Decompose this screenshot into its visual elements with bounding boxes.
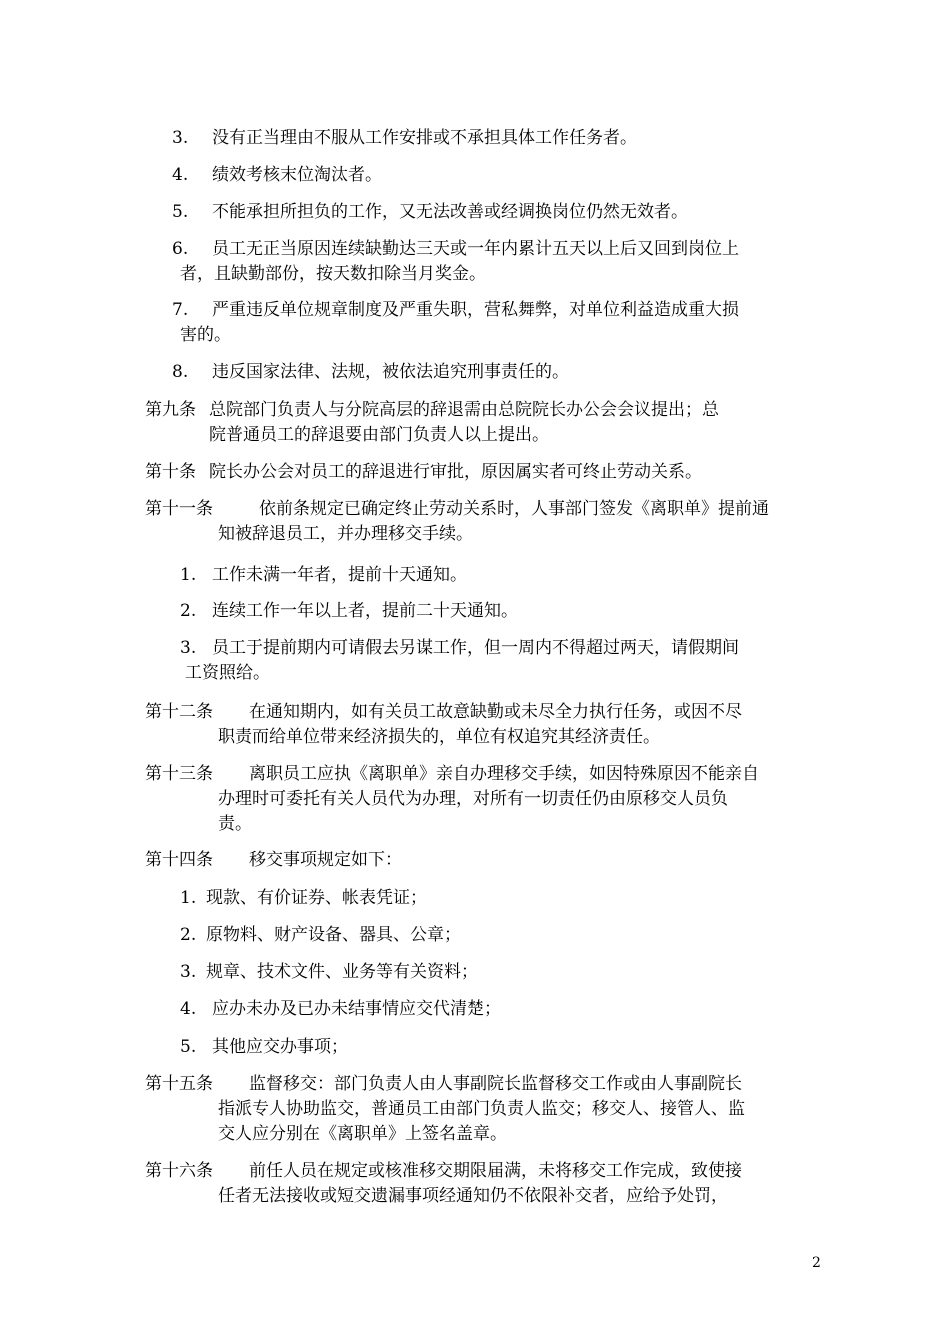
list-text-continuation: 工资照给。 [185, 663, 270, 683]
list-item [172, 299, 739, 321]
article-label: 第十四条 [145, 850, 213, 870]
list-number: 1. [180, 888, 197, 908]
article-16 [145, 1160, 742, 1182]
article-text-continuation: 院普通员工的辞退要由部门负责人以上提出。 [209, 425, 549, 445]
list-number: 2. [180, 925, 197, 945]
list-item [180, 887, 427, 909]
list-number: 5. [172, 202, 189, 222]
article-text: 离职员工应执《离职单》亲自办理移交手续，如因特殊原因不能亲自 [249, 764, 759, 784]
list-number: 3. [180, 638, 197, 658]
article-text: 在通知期内，如有关员工故意缺勤或未尽全力执行任务，或因不尽 [249, 702, 742, 722]
list-item [180, 924, 461, 946]
article-text-continuation: 责。 [218, 814, 252, 834]
list-number: 7. [172, 300, 189, 320]
article-text: 移交事项规定如下： [249, 850, 402, 870]
article-text: 院长办公会对员工的辞退进行审批，原因属实者可终止劳动关系。 [209, 462, 702, 482]
article-text: 前任人员在规定或核准移交期限届满，未将移交工作完成，致使接 [249, 1161, 742, 1181]
list-text: 原物料、财产设备、器具、公章； [206, 925, 461, 945]
list-number: 8. [172, 362, 189, 382]
article-9 [145, 399, 719, 421]
article-label: 第十二条 [145, 702, 213, 722]
article-text-continuation: 任者无法接收或短交遗漏事项经通知仍不依限补交者，应给予处罚， [218, 1186, 728, 1206]
list-number: 4. [172, 165, 189, 185]
list-item [172, 201, 688, 223]
article-14 [145, 849, 402, 871]
list-number: 6. [172, 239, 189, 259]
list-text: 工作未满一年者，提前十天通知。 [212, 565, 467, 585]
list-item [180, 564, 467, 586]
list-item [180, 637, 739, 659]
article-15 [145, 1073, 742, 1095]
list-text: 规章、技术文件、业务等有关资料； [206, 962, 478, 982]
list-number: 1. [180, 565, 197, 585]
article-text-continuation: 职责而给单位带来经济损失的，单位有权追究其经济责任。 [218, 727, 660, 747]
list-text: 员工于提前期内可请假去另谋工作，但一周内不得超过两天，请假期间 [212, 638, 739, 658]
list-text: 应办未办及已办未结事情应交代清楚； [212, 999, 501, 1019]
list-text: 现款、有价证券、帐表凭证； [206, 888, 427, 908]
list-number: 3. [180, 962, 197, 982]
article-text-continuation: 交人应分别在《离职单》上签名盖章。 [218, 1124, 507, 1144]
article-12 [145, 701, 742, 723]
list-text: 没有正当理由不服从工作安排或不承担具体工作任务者。 [212, 128, 637, 148]
list-text: 员工无正当原因连续缺勤达三天或一年内累计五天以上后又回到岗位上 [212, 239, 739, 259]
list-text: 严重违反单位规章制度及严重失职，营私舞弊，对单位利益造成重大损 [212, 300, 739, 320]
article-text-continuation: 办理时可委托有关人员代为办理，对所有一切责任仍由原移交人员负 [218, 789, 728, 809]
article-text: 监督移交：部门负责人由人事副院长监督移交工作或由人事副院长 [249, 1074, 742, 1094]
article-text: 总院部门负责人与分院高层的辞退需由总院院长办公会会议提出；总 [209, 400, 719, 420]
list-text: 违反国家法律、法规，被依法追究刑事责任的。 [212, 362, 569, 382]
article-11 [145, 498, 769, 520]
article-text-continuation: 指派专人协助监交，普通员工由部门负责人监交；移交人、接管人、监 [218, 1099, 745, 1119]
list-item [172, 238, 739, 260]
article-label: 第九条 [145, 400, 196, 420]
list-item [180, 998, 501, 1020]
list-number: 5. [180, 1037, 197, 1057]
article-10 [145, 461, 702, 483]
list-item [180, 961, 478, 983]
list-text: 连续工作一年以上者，提前二十天通知。 [212, 601, 518, 621]
list-text: 不能承担所担负的工作，又无法改善或经调换岗位仍然无效者。 [212, 202, 688, 222]
list-item [180, 600, 518, 622]
article-label: 第十六条 [145, 1161, 213, 1181]
list-item [172, 127, 637, 149]
list-text-continuation: 者，且缺勤部份，按天数扣除当月奖金。 [180, 264, 486, 284]
article-13 [145, 763, 759, 785]
list-number: 4. [180, 999, 197, 1019]
list-item [172, 164, 382, 186]
list-text: 其他应交办事项； [212, 1037, 348, 1057]
article-text-continuation: 知被辞退员工，并办理移交手续。 [218, 524, 473, 544]
list-item [172, 361, 569, 383]
article-label: 第十三条 [145, 764, 213, 784]
list-text-continuation: 害的。 [180, 325, 231, 345]
page-number: 2 [812, 1255, 821, 1271]
list-text: 绩效考核末位淘汰者。 [212, 165, 382, 185]
list-number: 3. [172, 128, 189, 148]
article-label: 第十一条 [145, 499, 213, 519]
list-item [180, 1036, 348, 1058]
article-label: 第十五条 [145, 1074, 213, 1094]
article-label: 第十条 [145, 462, 196, 482]
list-number: 2. [180, 601, 197, 621]
article-text: 依前条规定已确定终止劳动关系时，人事部门签发《离职单》提前通 [259, 499, 769, 519]
